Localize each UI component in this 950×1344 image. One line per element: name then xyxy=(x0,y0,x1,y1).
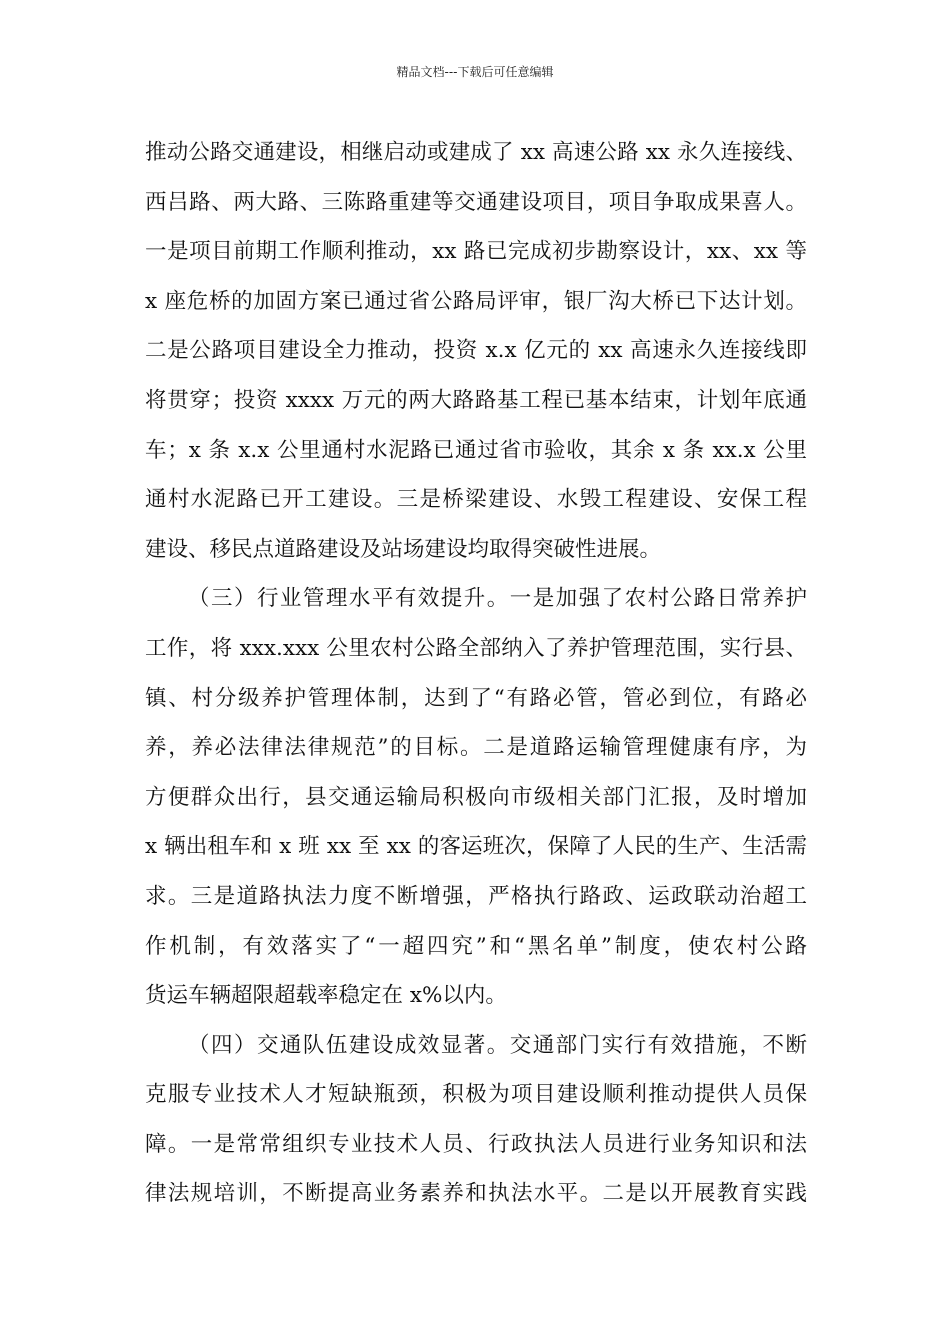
text-line: 障。一是常常组织专业技术人员、行政执法人员进行业务知识和法 xyxy=(145,1131,807,1157)
text-line: 货运车辆超限超载率稳定在 x%以内。 xyxy=(145,983,507,1009)
section-heading-line: （四）交通队伍建设成效显著。交通部门实行有效措施，不断 xyxy=(188,1032,807,1058)
text-line: 克服专业技术人才短缺瓶颈，积极为项目建设顺利推动提供人员保 xyxy=(145,1082,807,1108)
text-line: 西吕路、两大路、三陈路重建等交通建设项目，项目争取成果喜人。 xyxy=(145,189,807,215)
text-line: 工作，将 xxx.xxx 公里农村公路全部纳入了养护管理范围，实行县、 xyxy=(145,635,807,661)
document-body xyxy=(145,128,807,1219)
text-line: 推动公路交通建设，相继启动或建成了 xx 高速公路 xx 永久连接线、 xyxy=(145,140,807,165)
text-line: 养，养必法律法律规范”的目标。二是道路运输管理健康有序，为 xyxy=(145,735,807,761)
text-line: 求。三是道路执法力度不断增强，严格执行路政、运政联动治超工 xyxy=(145,883,807,909)
text-line: 将贯穿；投资 xxxx 万元的两大路路基工程已基本结束，计划年底通 xyxy=(145,387,807,413)
text-line: 二是公路项目建设全力推动，投资 x.x 亿元的 xx 高速永久连接线即 xyxy=(145,338,807,364)
text-line: 镇、村分级养护管理体制，达到了“有路必管，管必到位，有路必 xyxy=(145,685,807,711)
text-line: 律法规培训，不断提高业务素养和执法水平。二是以开展教育实践 xyxy=(145,1181,807,1207)
text-line: 通村水泥路已开工建设。三是桥梁建设、水毁工程建设、安保工程 xyxy=(145,487,807,513)
text-line: x 辆出租车和 x 班 xx 至 xx 的客运班次，保障了人民的生产、生活需 xyxy=(145,834,807,860)
text-line: 车；x 条 x.x 公里通村水泥路已通过省市验收，其余 x 条 xx.x 公里 xyxy=(145,437,807,463)
text-line: 作机制，有效落实了“一超四究”和“黑名单”制度，使农村公路 xyxy=(145,933,807,959)
section-heading-line: （三）行业管理水平有效提升。一是加强了农村公路日常养护 xyxy=(188,586,807,612)
text-line: 建设、移民点道路建设及站场建设均取得突破性进展。 xyxy=(145,536,662,562)
text-line: x 座危桥的加固方案已通过省公路局评审，银厂沟大桥已下达计划。 xyxy=(145,288,807,314)
text-line: 方便群众出行，县交通运输局积极向市级相关部门汇报，及时增加 xyxy=(145,784,807,810)
page-header: 精品文档---下载后可任意编辑 xyxy=(396,65,554,79)
text-line: 一是项目前期工作顺利推动，xx 路已完成初步勘察设计，xx、xx 等 xyxy=(145,239,807,265)
